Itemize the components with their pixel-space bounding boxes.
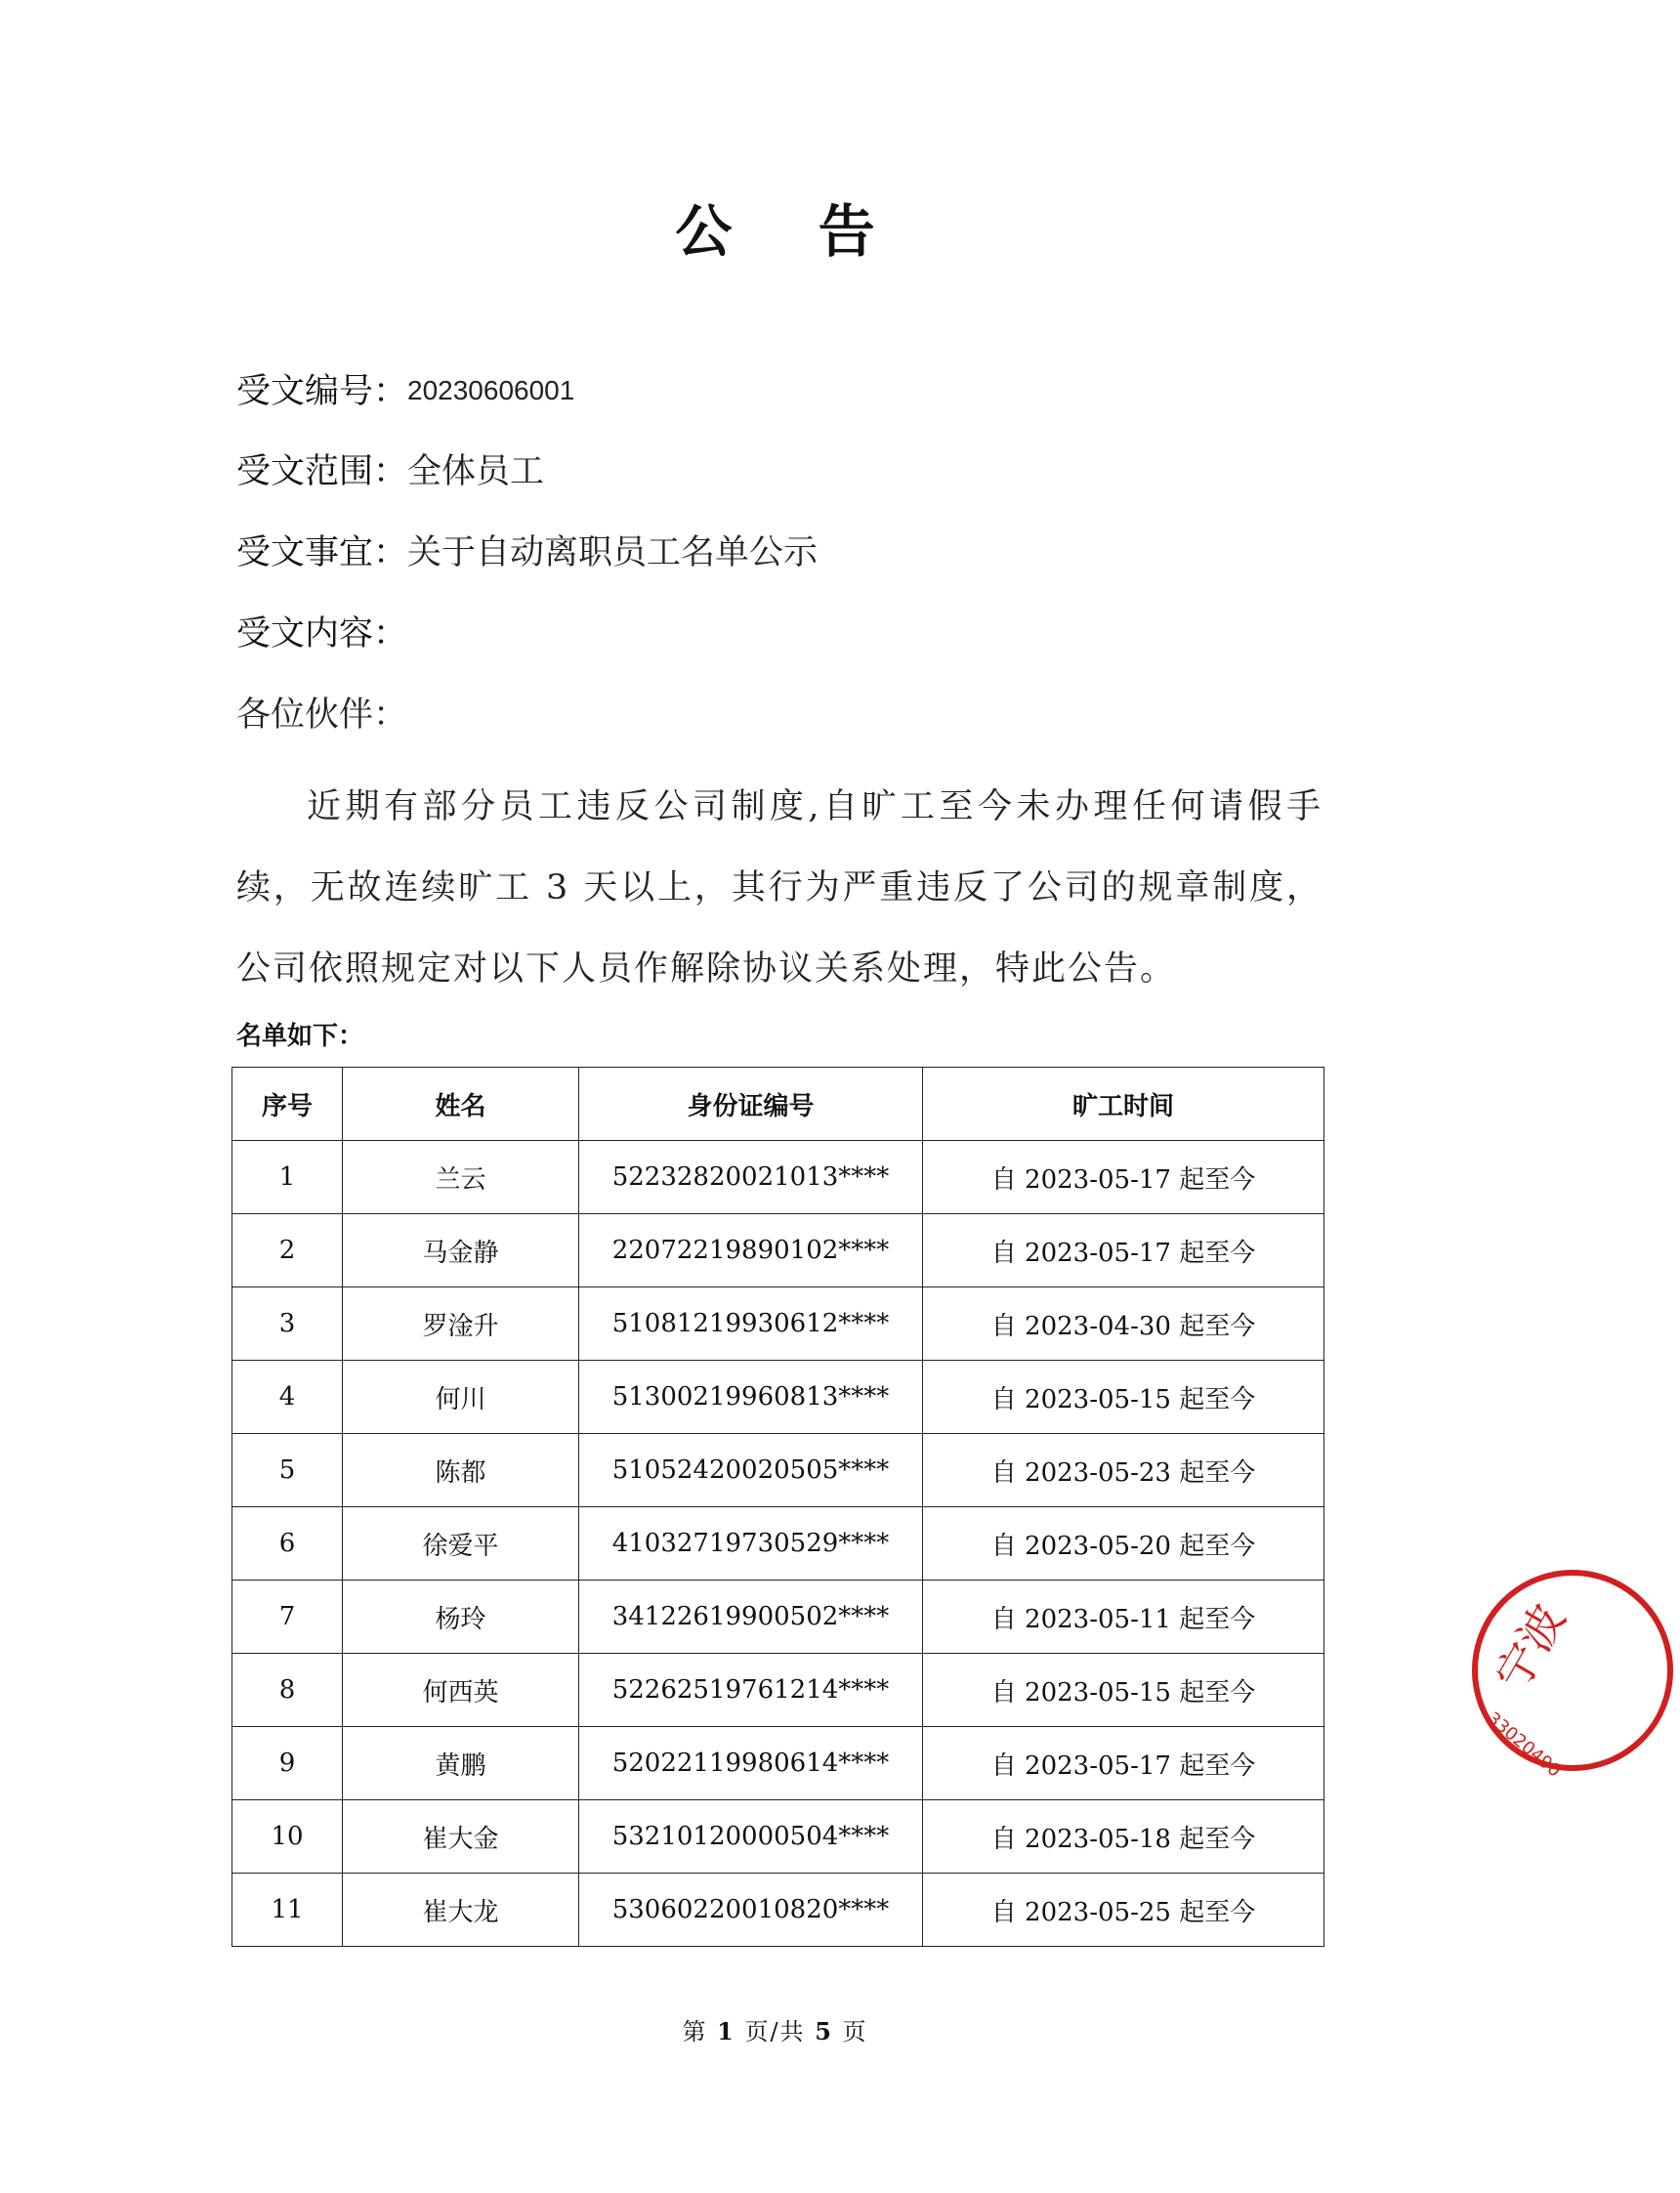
- cell-index: 2: [232, 1214, 343, 1287]
- table-row: [232, 1287, 1324, 1361]
- seal-code-text: 33020490: [1483, 1708, 1565, 1782]
- cell-absence-period: 自 2023-05-17 起至今: [923, 1214, 1324, 1287]
- cell-name: 何西英: [343, 1654, 579, 1727]
- cell-name: 崔大龙: [343, 1874, 579, 1947]
- scope-value: 全体员工: [407, 452, 545, 491]
- header-name: 姓名: [343, 1068, 579, 1141]
- cell-absence-period: 自 2023-05-15 起至今: [923, 1654, 1324, 1727]
- cell-id-number: 34122619900502****: [579, 1581, 923, 1654]
- footer-suffix: 页: [842, 2018, 868, 2045]
- cell-name: 何川: [343, 1361, 579, 1434]
- cell-index: 3: [232, 1287, 343, 1361]
- cell-name: 徐爱平: [343, 1507, 579, 1581]
- cell-index: 1: [232, 1141, 343, 1214]
- table-row: [232, 1507, 1324, 1581]
- cell-id-number: 41032719730529****: [579, 1507, 923, 1581]
- cell-absence-period: 自 2023-05-15 起至今: [923, 1361, 1324, 1434]
- footer-prefix: 第: [682, 2018, 708, 2045]
- cell-absence-period: 自 2023-05-11 起至今: [923, 1581, 1324, 1654]
- content-row: [236, 610, 407, 658]
- table-row: [232, 1214, 1324, 1287]
- page-footer: [0, 2012, 1550, 2046]
- table-row: [232, 1141, 1324, 1214]
- table-header-row: [232, 1068, 1324, 1141]
- seal-main-text: 宁波: [1485, 1594, 1576, 1700]
- doc-number-value: 20230606001: [407, 375, 575, 405]
- cell-name: 杨玲: [343, 1581, 579, 1654]
- cell-absence-period: 自 2023-05-18 起至今: [923, 1800, 1324, 1874]
- cell-name: 马金静: [343, 1214, 579, 1287]
- header-index: 序号: [232, 1068, 343, 1141]
- content-label: 受文内容：: [236, 614, 408, 654]
- cell-name: 崔大金: [343, 1800, 579, 1874]
- cell-id-number: 52262519761214****: [579, 1654, 923, 1727]
- cell-index: 5: [232, 1434, 343, 1507]
- cell-id-number: 52022119980614****: [579, 1727, 923, 1800]
- cell-id-number: 52232820021013****: [579, 1141, 923, 1214]
- doc-number-row: [236, 366, 574, 416]
- employee-table: [231, 1067, 1324, 1947]
- footer-total-pages: 5: [815, 2017, 833, 2045]
- cell-absence-period: 自 2023-05-17 起至今: [923, 1141, 1324, 1214]
- company-seal: [1465, 1563, 1680, 1782]
- cell-absence-period: 自 2023-05-25 起至今: [923, 1874, 1324, 1947]
- cell-name: 陈都: [343, 1434, 579, 1507]
- cell-index: 9: [232, 1727, 343, 1800]
- table-row: [232, 1434, 1324, 1507]
- cell-index: 4: [232, 1361, 343, 1434]
- cell-name: 罗淦升: [343, 1287, 579, 1361]
- cell-id-number: 51081219930612****: [579, 1287, 923, 1361]
- greeting: 各位伙伴：: [236, 696, 408, 735]
- matter-row: [236, 528, 818, 577]
- cell-absence-period: 自 2023-05-17 起至今: [923, 1727, 1324, 1800]
- cell-id-number: 51300219960813****: [579, 1361, 923, 1434]
- cell-absence-period: 自 2023-04-30 起至今: [923, 1287, 1324, 1361]
- matter-value: 关于自动离职员工名单公示: [407, 533, 819, 572]
- announcement-body: 近期有部分员工违反公司制度,自旷工至今未办理任何请假手续，无故连续旷工 3 天以上，其行为严重违反了公司的规章制度，公司依照规定对以下人员作解除协议关系处理，特此公告。: [236, 787, 1323, 989]
- footer-middle: 页/共: [744, 2018, 806, 2045]
- cell-name: 黄鹏: [343, 1727, 579, 1800]
- table-row: [232, 1874, 1324, 1947]
- table-row: [232, 1727, 1324, 1800]
- table-row: [232, 1361, 1324, 1434]
- cell-index: 8: [232, 1654, 343, 1727]
- cell-absence-period: 自 2023-05-23 起至今: [923, 1434, 1324, 1507]
- cell-index: 11: [232, 1874, 343, 1947]
- doc-number-label: 受文编号：: [236, 372, 408, 411]
- footer-page-number: 1: [717, 2017, 735, 2045]
- cell-id-number: 51052420020505****: [579, 1434, 923, 1507]
- table-row: [232, 1581, 1324, 1654]
- cell-index: 6: [232, 1507, 343, 1581]
- header-id-number: 身份证编号: [579, 1068, 923, 1141]
- cell-id-number: 22072219890102****: [579, 1214, 923, 1287]
- cell-name: 兰云: [343, 1141, 579, 1214]
- table-row: [232, 1800, 1324, 1874]
- cell-absence-period: 自 2023-05-20 起至今: [923, 1507, 1324, 1581]
- scope-label: 受文范围：: [236, 452, 408, 491]
- cell-index: 10: [232, 1800, 343, 1874]
- list-title: 名单如下：: [236, 1022, 364, 1051]
- cell-index: 7: [232, 1581, 343, 1654]
- matter-label: 受文事宜：: [236, 533, 408, 572]
- header-absence-period: 旷工时间: [923, 1068, 1324, 1141]
- scope-row: [236, 447, 544, 496]
- table-row: [232, 1654, 1324, 1727]
- document-title: 公 告: [675, 198, 908, 265]
- cell-id-number: 53060220010820****: [579, 1874, 923, 1947]
- cell-id-number: 53210120000504****: [579, 1800, 923, 1874]
